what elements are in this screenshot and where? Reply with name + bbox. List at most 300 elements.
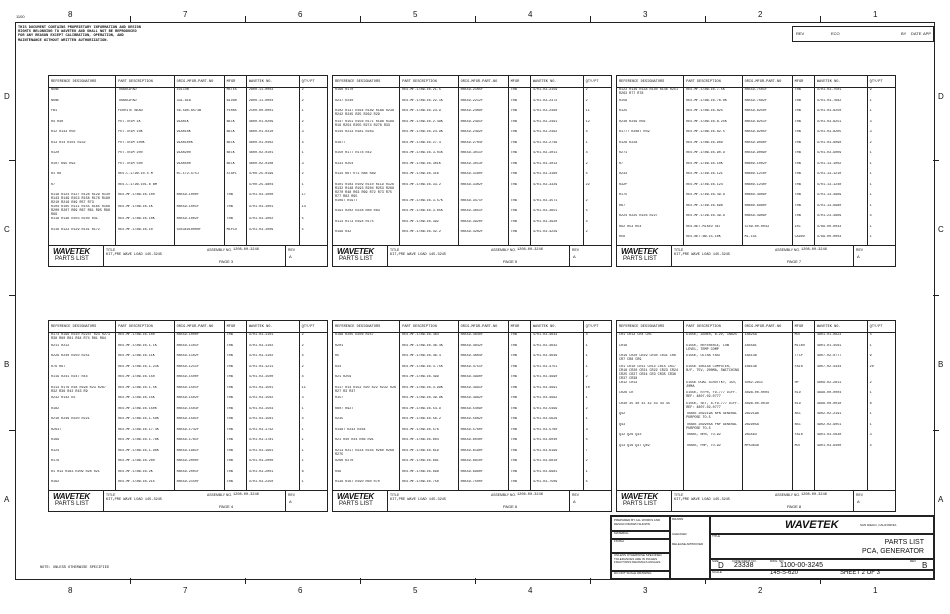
by-header: BY <box>901 31 907 36</box>
table-cell: NSC <box>792 412 814 423</box>
column-header: QTY/PT <box>299 76 327 88</box>
zone-label: 7 <box>183 586 188 595</box>
title-label: TITLE <box>390 248 400 252</box>
table-cell: TRW <box>508 354 530 365</box>
table-row <box>333 220 611 231</box>
table-row <box>617 344 895 355</box>
table-cell: R175 <box>617 193 684 204</box>
title-divider <box>569 491 570 511</box>
table-row <box>333 333 611 344</box>
table-cell: R1 R13 R183 R209 R28 R21 <box>49 470 116 481</box>
table-cell: TRW <box>508 375 530 386</box>
table-cell: 4807-02-0777 <box>814 354 867 365</box>
table-cell: 1 <box>301 109 304 113</box>
table-cell: R213 R217 R234 R244 R260 R268 R275 <box>333 449 400 460</box>
table-cell: 2 <box>301 172 304 176</box>
table-cell: RES.MF.1/8W.1%.392 <box>400 220 458 231</box>
table-cell: 4 <box>301 417 304 421</box>
table-cell: 4701-03-1002 <box>246 217 299 228</box>
table-cell: BECK <box>224 141 246 152</box>
table-cell: 56-590-65/3B <box>174 109 224 120</box>
table-cell: RN55D-3571F <box>458 199 508 210</box>
table-cell: BECK <box>224 151 246 162</box>
title-divider <box>285 491 286 511</box>
table-cell: RN55D-6980F <box>458 470 508 481</box>
page-number: PAGE 3 <box>219 259 234 264</box>
title-divider <box>103 491 104 511</box>
table-cell: RES.MF.1/8W.1%.15K <box>116 396 174 407</box>
rev-value: A <box>857 499 860 504</box>
table-cell: 2 <box>585 230 588 234</box>
table-cell: 1 <box>585 417 588 421</box>
table-cell: 2 <box>301 98 304 103</box>
table-filler-row <box>617 454 895 491</box>
table-cell: 4701-03-5760 <box>530 428 583 439</box>
table-row <box>333 88 611 99</box>
table-cell: FAIR <box>792 433 814 444</box>
code-value: 23338 <box>734 562 754 569</box>
table-cell: 4701-13-1240 <box>814 183 867 194</box>
table-cell: POT.TRIM 500 <box>116 162 174 173</box>
table-cell: 4701-03-2159 <box>530 88 583 99</box>
wavetek-logo: WAVETEK <box>785 519 839 531</box>
table-cell: R229 R240 R250 R251 <box>49 354 116 365</box>
table-cell: RN55D-2000F <box>174 459 224 470</box>
table-cell: 3 <box>585 427 588 432</box>
parts-list-label: PARTS LIST <box>623 501 657 507</box>
zone-tick <box>245 578 246 584</box>
table-cell: TRW <box>508 130 530 141</box>
table-cell: 4701-03-4229 <box>530 230 583 241</box>
table-cell: R118 R136 R203 R240 R41 <box>49 217 116 228</box>
table-cell: RN55D-24R9F <box>458 109 508 120</box>
table-cell: 1 <box>869 203 872 208</box>
table-cell: TRW <box>792 88 814 99</box>
table-cell: TRW <box>508 209 530 220</box>
table-cell: RES.MF.1/8W.1%.1K <box>116 205 174 217</box>
table-cell: FAIR <box>792 365 814 381</box>
table-cell: R5 <box>333 354 400 365</box>
title-label: TITLE <box>106 248 116 252</box>
table-cell: 1 <box>869 182 872 187</box>
table-cell: RN55D-1002F <box>174 217 224 228</box>
title-label: TITLE <box>390 493 400 497</box>
table-cell: NONE <box>49 88 116 99</box>
table-cell: RES.MF.1/8W.1%.49.9K <box>400 396 458 407</box>
zone-tick <box>475 578 476 584</box>
assembly-label: ASSEMBLY NO. <box>775 248 800 252</box>
table-row <box>49 459 327 470</box>
table-cell: 4701-03-9090 <box>814 141 867 152</box>
table-cell: RN55D-1503F <box>174 407 224 418</box>
title-value: KIT,PRE WAVE LOAD 145-3245 <box>390 253 447 257</box>
table-row <box>617 433 895 444</box>
table-cell: 4701-03-90R9 <box>814 151 867 162</box>
bottom-note: NOTE: UNLESS OTHERWISE SPECIFIED <box>40 566 110 570</box>
table-cell: 1 <box>869 235 872 239</box>
table-cell: RES.MF.1/8W.1%.604 <box>400 438 458 449</box>
table-cell: 4898-00-0004 <box>814 391 867 402</box>
table-row <box>333 230 611 241</box>
table-cell: 1 <box>869 193 872 197</box>
table-cell: RES.MF.1/8W.1%.22.1K <box>400 99 458 110</box>
table-cell: 2N2219A <box>742 412 792 423</box>
table-cell: 4789-00-0043 <box>742 225 792 236</box>
sheet-prefix: 145-S-620 <box>770 570 799 576</box>
column-header: PART DESCRIPTION <box>116 321 174 333</box>
table-cell: 4 <box>585 151 588 155</box>
column-header: QTY/PT <box>867 321 895 333</box>
table-cell: RN55D-2491F <box>458 120 508 131</box>
proprietary-note: THIS DOCUMENT CONTAINS PROPRIETARY INFORMATION AND DESIGN RIGHTS BELONGING TO WAVETEK AND SHALL NOT BE REPRODUCED FOR ANY REASON EXCEPT CALIBRATION, OPERATION, AND MAINTENANCE WITHOUT WRITTEN AUTHORIZATION. <box>18 26 141 43</box>
table-cell: 1N4148 <box>742 354 792 365</box>
table-cell <box>792 454 814 491</box>
table-cell: 4701-03-1581 <box>246 417 299 428</box>
table-row <box>333 99 611 110</box>
table-cell: RES.MF.1/8W.1%.82.5 <box>684 130 742 141</box>
scale-label: SCALE <box>712 570 722 574</box>
table-cell: 4701-03-1001 <box>246 205 299 217</box>
table-cell: METEX <box>224 88 246 99</box>
table-cell: 4701-03-6040 <box>530 438 583 449</box>
rev-value: A <box>857 254 860 259</box>
zone-label: 8 <box>68 10 73 19</box>
checked-label: CHECKED <box>672 532 687 536</box>
zone-label: 3 <box>643 586 648 595</box>
zone-letter: D <box>4 92 10 101</box>
table-cell: R218 R249 R220 R221 <box>49 417 116 428</box>
rev-header: REV <box>796 31 805 36</box>
table-row <box>617 162 895 173</box>
table-area <box>49 76 327 246</box>
zone-tick <box>933 160 939 161</box>
table-cell: RES.MF.1/8W.1%.1.96K <box>116 449 174 460</box>
table-cell: RN55D-3013F <box>458 162 508 173</box>
table-cell: 4 <box>301 354 304 358</box>
table-cell: 9 <box>869 88 872 92</box>
page-number: PAGE 5 <box>503 259 518 264</box>
table-cell: R117 R14 R152 R20 R22 R232 R26 R27 R3 R37 <box>333 386 400 397</box>
table-cell: 4 <box>301 140 304 145</box>
table-cell: 4 <box>869 214 872 218</box>
column-header: ORIG-MFGR-PART-NO <box>742 321 792 333</box>
table-cell: RN55D-3651F <box>458 209 508 220</box>
table-cell: 4600-01-0310 <box>246 130 299 141</box>
finish-label: FINISH <box>614 539 624 543</box>
table-cell: 1 <box>585 354 588 358</box>
table-cell: RES.MF.1/8W.1%.54.9 <box>400 407 458 418</box>
table-cell: R113 R176 R18 R198 R23 R267 R32 R36 R42 R43 R9 <box>49 386 116 397</box>
zone-tick <box>360 16 361 22</box>
corner-code: 1100 <box>16 14 25 19</box>
table-cell: TRW <box>224 438 246 449</box>
table-cell: DIODE, SET, 8-FD-777 DIFF. REF: 4807-02-0777 <box>684 402 742 413</box>
table-cell: RES.MF.1/8W.1%.3.57K <box>400 199 458 210</box>
rev-value: A <box>289 254 292 259</box>
table-cell: 4807-02-4444 <box>814 365 867 381</box>
title-label: TITLE <box>712 534 721 538</box>
column-header: REFERENCE DESIGNATORS <box>49 76 116 88</box>
table-cell: 1 <box>301 459 304 463</box>
title-value: KIT,PRE WAVE LOAD 145-3245 <box>390 498 447 502</box>
table-cell: TRW <box>792 162 814 173</box>
table-cell: RES.MF.1/8W.1%.1.1K <box>116 344 174 355</box>
table-cell: TRW <box>508 109 530 120</box>
table-cell: 1 <box>869 151 872 155</box>
table-cell: RES.MF.1/8W.1%.8.25K <box>684 120 742 131</box>
table-cell: R21 R259 <box>333 375 400 386</box>
table-cell: TRW <box>792 109 814 120</box>
zone-tick <box>245 16 246 22</box>
table-cell: R169 <box>49 438 116 449</box>
table-cell: R113 R173 R194 R175 <box>333 220 400 231</box>
table-cell: CR12 CR13 <box>617 381 684 392</box>
table-row <box>617 130 895 141</box>
table-cell: 8 <box>869 401 872 406</box>
table-cell: RES.MF.1/8W.1%.4.99K <box>400 386 458 397</box>
main-title-block <box>610 515 934 579</box>
table-cell: 91AR100K <box>174 141 224 152</box>
table-cell: RES.MF.1/8W.1%.909 <box>684 141 742 152</box>
column-header: QTY/PT <box>583 76 611 88</box>
table-cell: 4701-03-1501 <box>246 386 299 397</box>
table-cell: 4 <box>869 443 872 448</box>
table-row <box>617 183 895 194</box>
table-row <box>333 470 611 481</box>
table-row <box>333 183 611 199</box>
table-cell: 5 <box>585 480 588 484</box>
table-cell: R139 R167 R190 R60 R70 <box>333 480 400 491</box>
table-row <box>333 386 611 397</box>
table-cell: RN55D-42R2F <box>458 230 508 241</box>
table-cell: TRW <box>508 99 530 110</box>
table-cell: 4 <box>585 219 588 224</box>
zone-label: 2 <box>758 10 763 19</box>
table-row <box>49 130 327 141</box>
table-cell: 4701-13-1002 <box>814 162 867 173</box>
table-cell: R211 R212 <box>49 344 116 355</box>
parts-list-label: PARTS LIST <box>55 256 89 262</box>
sheet-title-block <box>617 245 895 266</box>
table-row <box>333 199 611 210</box>
column-header: ORIG-MFGR-PART-NO <box>458 321 508 333</box>
table-cell: 1 <box>585 343 588 348</box>
table-cell: TRW <box>508 88 530 99</box>
column-header: MFGR <box>224 321 246 333</box>
table-cell: 4701-03-8250 <box>814 109 867 120</box>
table-cell: 4701-03-1000 <box>246 193 299 205</box>
table-row <box>49 205 327 217</box>
page-number: PAGE 7 <box>787 259 802 264</box>
table-row <box>49 151 327 162</box>
table-cell: R150 R177 R178 R42 <box>333 151 400 162</box>
rev-label: REV <box>856 493 863 497</box>
table-cell: NSC <box>792 423 814 434</box>
table-row <box>333 375 611 386</box>
table-cell: R102 R137 R164 R189 R18A R238 R242 R245 R25 R262 R29 <box>333 109 400 120</box>
table-cell: RES.MF.1/8W.1%.3.65K <box>400 209 458 220</box>
table-cell: R12 R143 R50 <box>49 130 116 141</box>
table-cell: RES.MF.1/4W.1%.121 <box>684 172 742 183</box>
parts-table <box>617 76 895 246</box>
table-cell: R235 <box>333 417 400 428</box>
table-cell: R1 R8 <box>49 172 116 183</box>
table-cell: DIODE 1N5148 COMPUTER, B/F, 75V, 200MA, SWITCHING <box>684 365 742 381</box>
sheet-title-block <box>333 245 611 266</box>
table-cell: R156 <box>617 99 684 110</box>
table-cell: 3 <box>869 119 872 124</box>
parts-table <box>49 321 327 491</box>
table-cell: TRW <box>224 470 246 481</box>
parts-table <box>617 321 895 491</box>
wavetek-logo: WAVETEK <box>337 247 374 256</box>
table-cell: 4701-03-1211 <box>246 365 299 376</box>
assembly-number: 1208-00-3246 <box>517 493 543 497</box>
table-cell: RN55D-1101F <box>174 344 224 355</box>
table-cell: R16A R205 R206 R257 <box>333 333 400 344</box>
zone-label: 5 <box>413 586 418 595</box>
table-cell: 1 <box>869 224 872 229</box>
table-cell: 5 <box>301 227 304 232</box>
table-cell: RES.NET.MIXED SET <box>684 225 742 236</box>
table-cell: MOT <box>792 444 814 455</box>
table-row <box>333 109 611 120</box>
table-cell: 4600-02-0108 <box>246 162 299 173</box>
table-row <box>333 209 611 220</box>
table-cell: RES.MF.1/8W.1%.750 <box>400 480 458 491</box>
column-header: ORIG-MFGR-PART-NO <box>174 321 224 333</box>
table-cell: RES.MF.1/8W.1%.464 <box>400 333 458 344</box>
table-cell: 4701-03-3920 <box>530 220 583 231</box>
table-cell: RES.MF.1/8W.1%.24.9K <box>400 130 458 141</box>
table-cell: 1 <box>585 364 588 369</box>
table-cell: 4701-03-1781 <box>246 438 299 449</box>
table-cell: 10 <box>585 385 590 390</box>
table-cell: TRANSIPAD <box>116 88 174 99</box>
table-row <box>333 141 611 152</box>
table-cell: R67 <box>617 204 684 215</box>
table-cell: TRW <box>224 449 246 460</box>
table-cell: 4701-03-1101 <box>246 333 299 344</box>
column-header: PART DESCRIPTION <box>400 321 458 333</box>
table-cell: 5 <box>585 172 588 176</box>
title-divider <box>853 491 854 511</box>
table-cell: RES.MF.1/8W.1%.27.4 <box>400 141 458 152</box>
table-cell: TRW <box>508 459 530 470</box>
table-cell: R233 <box>617 172 684 183</box>
table-row <box>49 344 327 355</box>
table-cell: CR26 CR <box>617 391 684 402</box>
table-cell: 4701-03-2491 <box>530 120 583 131</box>
table-cell: 3 <box>869 130 872 134</box>
zone-label: 3 <box>643 10 648 19</box>
table-cell: TRW <box>508 333 530 344</box>
table-cell: 4701-03-6810 <box>530 459 583 470</box>
table-cell: CR16 <box>617 344 684 355</box>
title-divider <box>285 246 286 266</box>
table-cell: RN55D-4992F <box>458 396 508 407</box>
table-cell: T/CP <box>792 354 814 365</box>
table-row <box>333 344 611 355</box>
sheet-title-block <box>49 245 327 266</box>
table-cell: R104 R105 R111 R155 R165 R166 R200 R207 R69 R67 R81 R95 R96 R99 <box>49 205 116 217</box>
table-cell: 4701-03-3013 <box>530 162 583 173</box>
parts-list-label: PARTS LIST <box>339 501 373 507</box>
table-cell: RN55D-1000F <box>174 333 224 344</box>
table-row <box>617 120 895 131</box>
table-cell: RES.MF.1/8W.1%.316 <box>400 172 458 183</box>
page-number: PAGE 4 <box>219 504 234 509</box>
table-cell: 1 <box>869 109 872 113</box>
table-row <box>49 470 327 481</box>
table-cell: RN55D-6810F <box>458 459 508 470</box>
table-cell: 4701-13-6980 <box>814 204 867 215</box>
table-cell: 1 <box>869 343 872 348</box>
table-cell: RES.MF.1/8W.1%.100 <box>116 193 174 205</box>
table-cell: RN55D-8251F <box>742 120 792 131</box>
table-cell: POT.TRIM 1K <box>116 120 174 131</box>
table-cell: IRC <box>792 225 814 236</box>
table-cell: RN55D-21R5F <box>458 88 508 99</box>
table-cell: TRW <box>224 365 246 376</box>
table-cell: RN55D-4642F <box>458 344 508 355</box>
rev-value: B <box>922 561 928 570</box>
table-row <box>617 88 895 99</box>
table-cell: 4 <box>585 333 588 337</box>
table-cell: RES.NET.6W.15.10K <box>684 235 742 246</box>
table-cell: TRW <box>224 217 246 228</box>
table-cell: 4701-03-2492 <box>530 130 583 141</box>
title-value: KIT,PRE WAVE LOAD 145-3245 <box>106 253 163 257</box>
table-cell: 4701-03-2372 <box>530 99 583 110</box>
column-header: REFERENCE DESIGNATORS <box>617 76 684 88</box>
table-cell: 10ICON <box>174 88 224 99</box>
table-cell: 4898-00-0004 <box>742 391 792 402</box>
table-row <box>333 480 611 491</box>
table-cell: 4701-03-2001 <box>246 470 299 481</box>
page-number: PAGE 8 <box>787 504 802 509</box>
table-row <box>49 120 327 131</box>
table-cell: RES.MF.1/8W.1%.2.49K <box>400 120 458 131</box>
column-header: WAVETEK NO. <box>246 321 299 333</box>
table-cell: 4801-01-4581 <box>814 344 867 355</box>
table-cell: R144 R213 R181 R283 <box>333 130 400 141</box>
assembly-number: 1208-00-3246 <box>801 248 827 252</box>
column-header: ORIG-MFGR-PART-NO <box>458 76 508 88</box>
table-cell: R232 R142 R2 <box>49 396 116 407</box>
table-row <box>49 88 327 99</box>
table-row <box>333 162 611 173</box>
column-header: WAVETEK NO. <box>530 76 583 88</box>
column-header: MFGR <box>508 321 530 333</box>
table-row <box>617 151 895 162</box>
table-cell: 1 <box>869 422 872 427</box>
table-cell: 5082-2811 <box>742 381 792 392</box>
table-cell: RES.MF.1/8W.1%.215 <box>116 480 174 491</box>
tolerance-cell <box>611 552 671 572</box>
table-cell: RN55D-2212F <box>458 99 508 110</box>
table-cell: RN55D-33R2F <box>458 183 508 199</box>
title-divider <box>569 246 570 266</box>
column-header: QTY/PT <box>299 321 327 333</box>
table-cell: 2100-00-0001 <box>246 109 299 120</box>
table-cell: 4902-02-2191 <box>814 412 867 423</box>
zone-letter: B <box>4 360 10 369</box>
table-cell: TRW <box>508 386 530 397</box>
table-cell: R179 <box>49 459 116 470</box>
column-header: ORIG-MFGR-PART-NO <box>742 76 792 88</box>
table-cell: 4898-00-0010 <box>742 402 792 413</box>
